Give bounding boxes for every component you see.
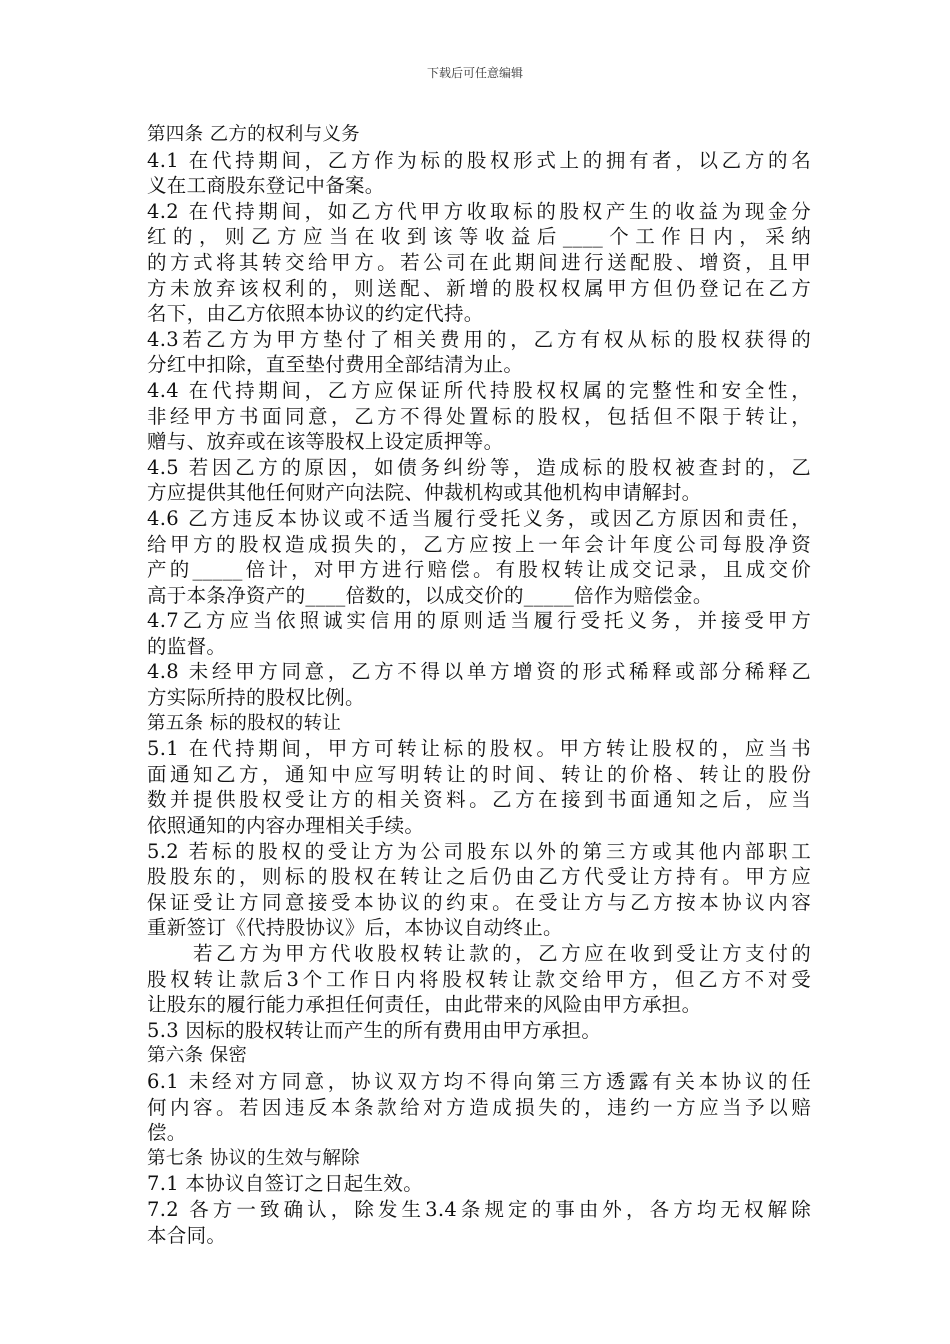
paragraph-line: 5.3 因标的股权转让而产生的所有费用由甲方承担。: [147, 1018, 602, 1042]
paragraph-line: 7.1 本协议自签订之日起生效。: [147, 1172, 424, 1196]
paragraph-line: 4.5 若因乙方的原因，如债务纠纷等，造成标的股权被查封的，乙: [147, 455, 811, 479]
section-heading: 第五条 标的股权的转让: [147, 712, 342, 734]
paragraph-line: 数并提供股权受让方的相关资料。乙方在接到书面通知之后，应当: [147, 788, 811, 812]
paragraph-line: 4.1 在代持期间，乙方作为标的股权形式上的拥有者，以乙方的名: [147, 148, 811, 172]
paragraph-line: 6.1 未经对方同意，协议双方均不得向第三方透露有关本协议的任: [147, 1069, 811, 1093]
paragraph-line: 保证受让方同意接受本协议的约束。在受让方与乙方按本协议内容: [147, 890, 811, 914]
paragraph-line: 的方式将其转交给甲方。若公司在此期间进行送配股、增资，且甲: [147, 250, 811, 274]
section-heading: 第六条 保密: [147, 1045, 248, 1067]
section-heading: 第四条 乙方的权利与义务: [147, 124, 360, 145]
paragraph-line: 4.6 乙方违反本协议或不适当履行受托义务，或因乙方原因和责任，: [147, 506, 811, 530]
paragraph-line: 7.2 各方一致确认，除发生3.4条规定的事由外，各方均无权解除: [147, 1197, 811, 1221]
paragraph-line: 给甲方的股权造成损失的，乙方应按上一年会计年度公司每股净资: [147, 532, 811, 556]
paragraph-line: 依照通知的内容办理相关手续。: [147, 814, 425, 838]
paragraph-line: 4.3若乙方为甲方垫付了相关费用的，乙方有权从标的股权获得的: [147, 327, 811, 351]
paragraph-line: 名下，由乙方依照本协议的约定代持。: [147, 302, 484, 326]
paragraph-line: 若乙方为甲方代收股权转让款的，乙方应在收到受让方支付的: [147, 942, 811, 965]
paragraph-line: 产的_____倍计，对甲方进行赔偿。有股权转让成交记录，且成交价: [147, 558, 811, 582]
paragraph-line: 分红中扣除，直至垫付费用全部结清为止。: [147, 353, 524, 377]
paragraph-line: 股股东的，则标的股权在转让之后仍由乙方代受让方持有。甲方应: [147, 865, 811, 889]
paragraph-line: 4.8 未经甲方同意，乙方不得以单方增资的形式稀释或部分稀释乙: [147, 660, 811, 684]
paragraph-line: 重新签订《代持股协议》后，本协议自动终止。: [147, 916, 563, 940]
paragraph-line: 非经甲方书面同意，乙方不得处置标的股权，包括但不限于转让，: [147, 404, 811, 428]
paragraph-line: 5.1 在代持期间，甲方可转让标的股权。甲方转让股权的，应当书: [147, 737, 811, 761]
paragraph-line: 让股东的履行能力承担任何责任，由此带来的风险由甲方承担。: [147, 993, 702, 1017]
paragraph-line: 何内容。若因违反本条款给对方造成损失的，违约一方应当予以赔: [147, 1095, 811, 1119]
paragraph-line: 方应提供其他任何财产向法院、仲裁机构或其他机构申请解封。: [147, 481, 702, 505]
paragraph-line: 的监督。: [147, 634, 227, 658]
paragraph-line: 5.2 若标的股权的受让方为公司股东以外的第三方或其他内部职工: [147, 839, 811, 863]
paragraph-line: 面通知乙方，通知中应写明转让的时间、转让的价格、转让的股份: [147, 762, 811, 786]
paragraph-line: 方未放弃该权利的，则送配、新增的股权权属甲方但仍登记在乙方: [147, 276, 811, 300]
paragraph-line: 赠与、放弃或在该等股权上设定质押等。: [147, 430, 504, 454]
paragraph-line: 方实际所持的股权比例。: [147, 686, 365, 710]
document-body: [147, 122, 811, 1248]
paragraph-line: 偿。: [147, 1121, 187, 1145]
paragraph-line: 义在工商股东登记中备案。: [147, 174, 385, 198]
paragraph-line: 红的，则乙方应当在收到该等收益后____个工作日内，采纳: [147, 225, 811, 249]
page-header-note: 下载后可任意编辑: [426, 66, 523, 80]
paragraph-line: 4.4 在代持期间，乙方应保证所代持股权权属的完整性和安全性，: [147, 378, 811, 402]
paragraph-line: 股权转让款后3个工作日内将股权转让款交给甲方，但乙方不对受: [147, 967, 811, 991]
paragraph-line: 4.7乙方应当依照诚实信用的原则适当履行受托义务，并接受甲方: [147, 609, 811, 633]
section-heading: 第七条 协议的生效与解除: [147, 1147, 360, 1169]
paragraph-line: 本合同。: [147, 1223, 227, 1247]
paragraph-line: 4.2 在代持期间，如乙方代甲方收取标的股权产生的收益为现金分: [147, 199, 811, 223]
paragraph-line: 高于本条净资产的____倍数的，以成交价的_____倍作为赔偿金。: [147, 583, 713, 607]
